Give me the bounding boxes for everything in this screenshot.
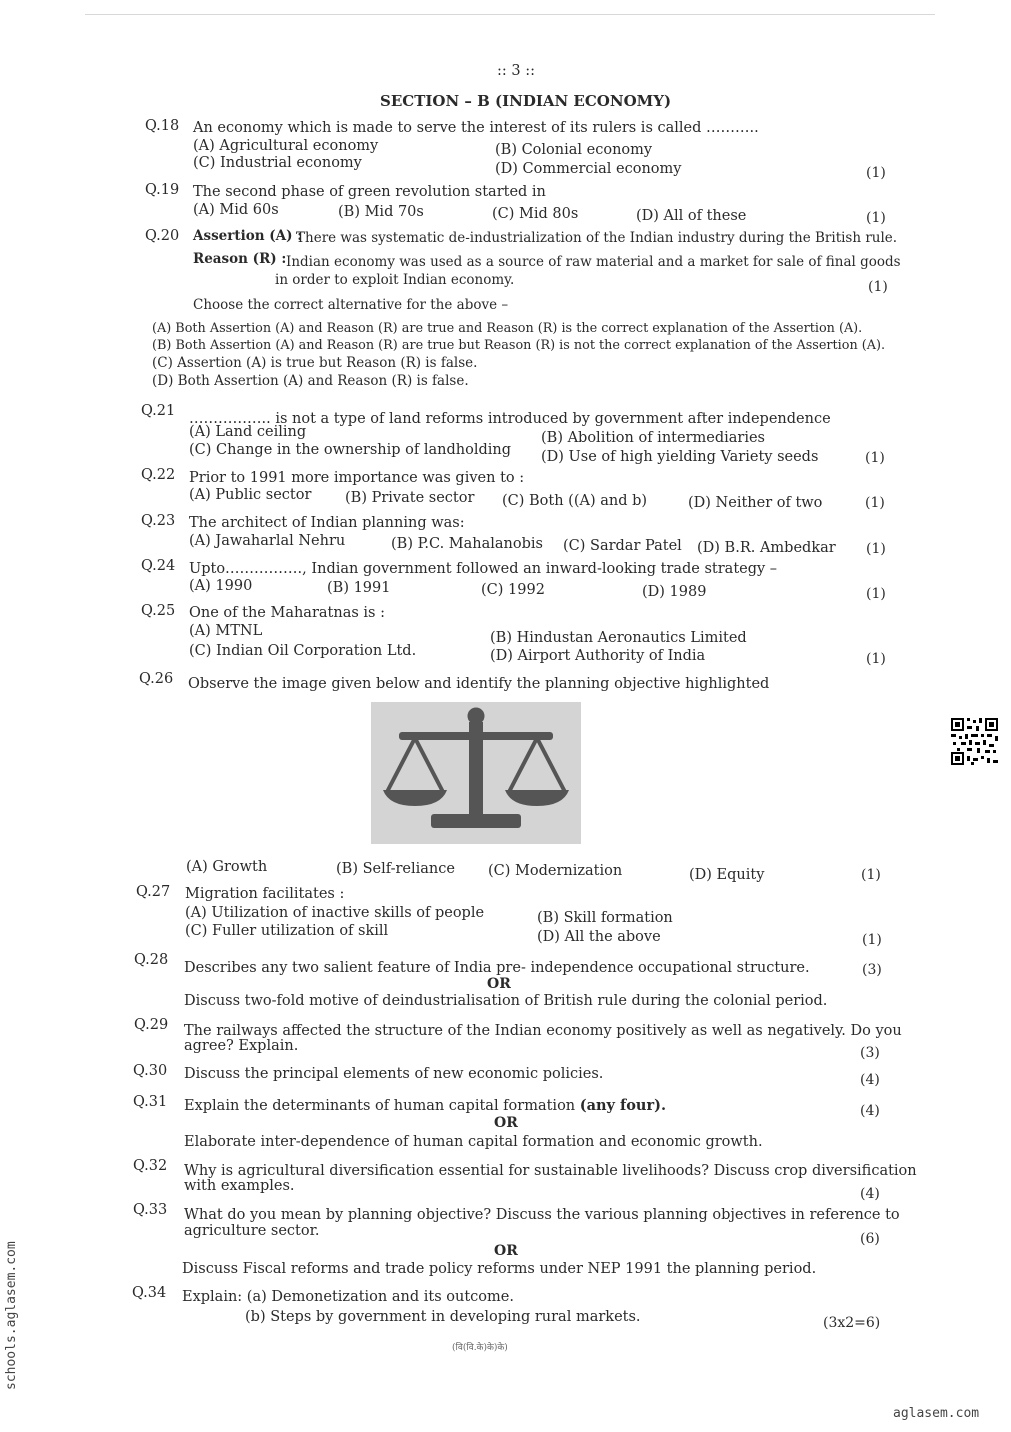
marks: (6) [860,1231,880,1247]
option-c: (C) Mid 80s [492,206,579,222]
side-watermark: schools.aglasem.com [4,1241,19,1390]
option-c: (C) Indian Oil Corporation Ltd. [189,643,417,659]
marks: (4) [860,1186,880,1202]
question-number: Q.23 [141,513,176,529]
question-text: Discuss the principal elements of new economic policies. [184,1066,604,1082]
option-c: (C) Assertion (A) is true but Reason (R) is false. [152,355,478,371]
option-b: (B) P.C. Mahalanobis [391,536,543,552]
choose-instruction: Choose the correct alternative for the above – [193,297,509,313]
question-text-main: Explain the determinants of human capital formation [184,1098,576,1114]
option-d: (D) Use of high yielding Variety seeds [541,449,819,465]
question-number: Q.24 [141,558,176,574]
question-text: Migration facilitates : [185,886,345,902]
marks: (1) [866,651,886,667]
question-text: Describes any two salient feature of India pre- independence occupational structure. [184,960,810,976]
scan-top-line [85,14,935,15]
option-d: (D) Equity [689,867,765,883]
assertion-text: There was systematic de-industrialization of the Indian industry during the British rule. [296,230,898,246]
section-title: SECTION – B (INDIAN ECONOMY) [380,92,672,110]
question-number: Q.21 [141,403,176,419]
or-label: OR [494,1243,518,1259]
question-text: …………….. is not a type of land reforms introduced by government after independence [189,411,831,427]
balance-scale-image [371,702,581,844]
marks: (3) [860,1045,880,1061]
question-text: Observe the image given below and identify the planning objective highlighted [188,676,770,692]
option-d: (D) B.R. Ambedkar [697,540,836,556]
question-number: Q.25 [141,603,176,619]
qr-code-icon [951,718,998,765]
question-number: Q.20 [145,228,180,244]
marks: (1) [866,586,886,602]
option-c: (C) 1992 [481,582,545,598]
marks: (1) [865,495,885,511]
option-b: (B) Self-reliance [336,861,455,877]
marks: (1) [866,165,886,181]
option-c: (C) Change in the ownership of landholding [189,442,512,458]
option-d: (D) Commercial economy [495,161,682,177]
question-number: Q.34 [132,1285,167,1301]
question-text-bold: (any four). [579,1097,667,1114]
option-d: (D) Airport Authority of India [490,648,706,664]
question-text-cont: agree? Explain. [184,1038,299,1054]
option-a: (A) 1990 [189,578,253,594]
question-text: One of the Maharatnas is : [189,605,385,621]
question-number: Q.32 [133,1158,168,1174]
balance-scale-icon [371,702,581,844]
option-a: (A) Jawaharlal Nehru [189,533,346,549]
question-number: Q.26 [139,671,174,687]
question-number: Q.31 [133,1094,168,1110]
reason-text-cont: in order to exploit Indian economy. [275,272,515,288]
option-d: (D) Neither of two [688,495,823,511]
question-number: Q.27 [136,884,171,900]
option-b: (B) Skill formation [537,910,673,926]
or-label: OR [494,1115,518,1131]
reason-label: Reason (R) : [193,251,287,267]
question-text: The architect of Indian planning was: [189,515,465,531]
question-number: Q.28 [134,952,169,968]
option-b: (B) Abolition of intermediaries [541,430,765,446]
marks: (3) [862,962,882,978]
assertion-label: Assertion (A) : [193,228,303,244]
reason-text: Indian economy was used as a source of raw material and a market for sale of final goods [286,254,901,270]
option-a: (A) Both Assertion (A) and Reason (R) are true and Reason (R) is the correct explanation of the Assertion (A). [152,321,863,336]
marks: (1) [865,450,885,466]
question-text: The railways affected the structure of the Indian economy positively as well as negatively. Do you [184,1023,902,1039]
footer-code: (वि(वि.के)के)के) [452,1343,508,1353]
option-b: (B) Hindustan Aeronautics Limited [490,630,747,646]
option-a: (A) Public sector [189,487,312,503]
option-b: (B) Private sector [345,490,475,506]
option-c: (C) Industrial economy [193,155,362,171]
marks: (1) [861,867,881,883]
question-number: Q.18 [145,118,180,134]
marks: (1) [866,210,886,226]
alternative-text: Discuss two-fold motive of deindustrialisation of British rule during the colonial period. [184,993,828,1009]
or-label: OR [487,976,511,992]
question-text: An economy which is made to serve the interest of its rulers is called ……….. [193,120,759,136]
question-text-cont: (b) Steps by government in developing rural markets. [245,1309,641,1325]
option-c: (C) Both ((A) and b) [502,493,648,509]
question-text [184,1097,666,1115]
question-number: Q.33 [133,1202,168,1218]
qr-code [951,718,998,765]
question-text-cont: with examples. [184,1178,295,1194]
alternative-text: Discuss Fiscal reforms and trade policy reforms under NEP 1991 the planning period. [182,1261,817,1277]
option-c: (C) Sardar Patel [563,538,682,554]
option-d: (D) 1989 [642,584,707,600]
option-c: (C) Modernization [488,863,623,879]
marks: (4) [860,1072,880,1088]
marks: (1) [868,279,888,295]
question-text: Explain: (a) Demonetization and its outcome. [182,1289,514,1305]
question-text: Why is agricultural diversification essential for sustainable livelihoods? Discuss crop diversification [184,1163,917,1179]
question-number: Q.29 [134,1017,169,1033]
option-a: (A) Mid 60s [193,202,279,218]
alternative-text: Elaborate inter-dependence of human capital formation and economic growth. [184,1134,763,1150]
question-text: What do you mean by planning objective? Discuss the various planning objectives in reference to [184,1207,900,1223]
question-text: Upto……………., Indian government followed an inward-looking trade strategy – [189,561,778,577]
marks: (4) [860,1103,880,1119]
option-a: (A) Land ceiling [189,424,307,440]
page-number: :: 3 :: [497,63,535,79]
question-text: The second phase of green revolution started in [193,184,546,200]
option-b: (B) Mid 70s [338,204,424,220]
bottom-watermark: aglasem.com [893,1406,980,1421]
option-a: (A) Growth [186,859,268,875]
marks: (1) [862,932,882,948]
option-b: (B) Colonial economy [495,142,653,158]
marks: (1) [866,541,886,557]
question-number: Q.19 [145,182,180,198]
option-d: (D) Both Assertion (A) and Reason (R) is false. [152,373,469,389]
option-d: (D) All of these [636,208,747,224]
question-number: Q.22 [141,467,176,483]
marks: (3x2=6) [823,1315,881,1331]
option-b: (B) 1991 [327,580,391,596]
option-a: (A) MTNL [189,623,263,639]
option-c: (C) Fuller utilization of skill [185,923,389,939]
question-number: Q.30 [133,1063,168,1079]
option-a: (A) Utilization of inactive skills of people [185,905,485,921]
option-b: (B) Both Assertion (A) and Reason (R) are true but Reason (R) is not the correct explanation of the Assertion (A). [152,338,886,353]
option-d: (D) All the above [537,929,661,945]
question-text: Prior to 1991 more importance was given to : [189,470,525,486]
question-text-cont: agriculture sector. [184,1223,320,1239]
option-a: (A) Agricultural economy [193,138,379,154]
